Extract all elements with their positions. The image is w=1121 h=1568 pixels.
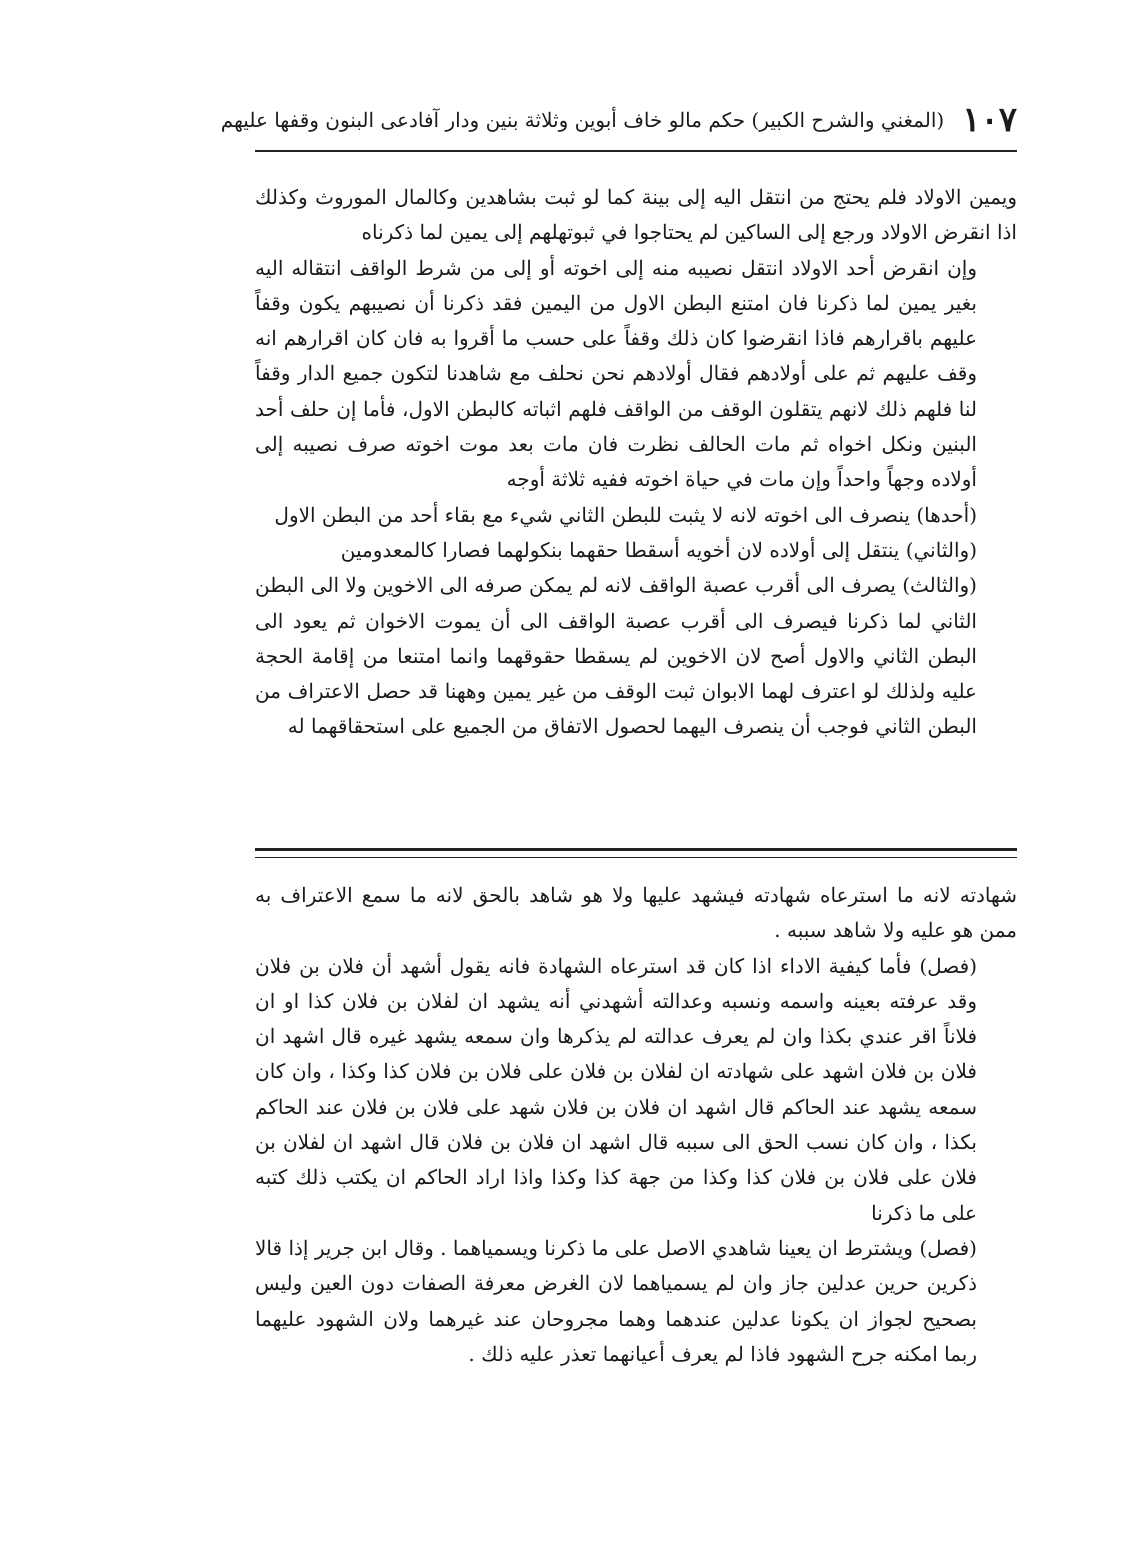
- main-paragraph: (أحدها) ينصرف الى اخوته لانه لا يثبت للبطن الثاني شيء مع بقاء أحد من البطن الاول: [274, 502, 977, 527]
- main-paragraph: وإن انقرض أحد الاولاد انتقل نصيبه منه إلى اخوته أو إلى من شرط الواقف انتقاله اليه بغير يمين لما ذكرنا فان امتنع البطن الاول من اليمين فقد ذكرنا أن نصيبهم يكون وقفاً عليهم باقرارهم فاذا انقرضوا كان ذلك وقفاً على حسب ما أقروا به فان كان اقرارهم انه وقف عليهم ثم على أولادهم فقال أولادهم نحن نحلف مع شاهدنا لتكون جميع الدار وقفاً لنا فلهم ذلك لانهم يتقلون الوقف من الواقف فلهم اثباته كالبطن الاول، فأما إن حلف أحد البنين ونكل اخواه ثم مات الحالف نظرت فان مات بعد موت اخوته صرف نصيبه إلى أولاده وجهاً واحداً وإن مات في حياة اخوته ففيه ثلاثة أوجه: [255, 255, 977, 492]
- header-rule: [255, 150, 1017, 152]
- page-number: ١٠٧: [962, 100, 1017, 140]
- main-paragraph: (والثالث) يصرف الى أقرب عصبة الواقف لانه لم يمكن صرفه الى الاخوين ولا الى البطن الثاني لما ذكرنا فيصرف الى أقرب عصبة الواقف الى أن يموت الاخوان ثم يعود الى البطن الثاني والاول أصح لان الاخوين لم يسقطا حقوقهما وانما امتنعا من إقامة الحجة عليه ولذلك لو اعترف لهما الابوان ثبت الوقف من غير يمين وههنا قد حصل الاعتراف من البطن الثاني فوجب أن ينصرف اليهما لحصول الاتفاق من الجميع على استحقاقهما له: [255, 573, 977, 739]
- commentary-text: [255, 878, 1017, 1372]
- page-header: [220, 96, 1017, 144]
- section-divider: [255, 848, 1017, 858]
- commentary-paragraph: (فصل) ويشترط ان يعينا شاهدي الاصل على ما ذكرنا ويسمياهما . وقال ابن جرير إذا قالا ذكرين حرين عدلين جاز وان لم يسمياهما لان الغرض معرفة الصفات دون العين وليس بصحيح لجواز ان يكونا عدلين عندهما وهما مجروحان عند غيرهما ولان الشهود عليهما ربما امكنه جرح الشهود فاذا لم يعرف أعيانهما تعذر عليه ذلك .: [255, 1235, 978, 1366]
- main-paragraph: (والثاني) ينتقل إلى أولاده لان أخويه أسقطا حقهما بنكولهما فصارا كالمعدومين: [340, 537, 977, 562]
- running-title: (المغني والشرح الكبير) حكم مالو خاف أبوين وثلاثة بنين ودار آفادعى البنون وقفها عليهم: [220, 108, 945, 132]
- commentary-paragraph: شهادته لانه ما استرعاه شهادته فيشهد عليها ولا هو شاهد بالحق لانه ما سمع الاعتراف به ممن هو عليه ولا شاهد سببه .: [255, 883, 1017, 943]
- main-paragraph: ويمين الاولاد فلم يحتج من انتقل اليه إلى بينة كما لو ثبت بشاهدين وكالمال الموروث وكذلك اذا انقرض الاولاد ورجع إلى الساكين لم يحتاجوا في ثبوتهلهم إلى يمين لما ذكرناه: [255, 185, 1017, 245]
- commentary-paragraph: (فصل) فأما كيفية الاداء اذا كان قد استرعاه الشهادة فانه يقول أشهد أن فلان بن فلان وقد عرفته بعينه واسمه ونسبه وعدالته أشهدني أنه يشهد ان لفلان بن فلان كذا او ان فلاناً اقر عندي بكذا وان لم يعرف عدالته لم يذكرها وان سمعه يشهد غيره قال اشهد ان فلان بن فلان اشهد على شهادته ان لفلان بن فلان على فلان بن فلان كذا وكذا ، وان كان سمعه يشهد عند الحاكم قال اشهد ان فلان بن فلان شهد على فلان بن فلان عند الحاكم بكذا ، وان كان نسب الحق الى سببه قال اشهد ان فلان بن فلان قال اشهد ان لفلان بن فلان على فلان بن فلان كذا وكذا من جهة كذا وكذا واذا اراد الحاكم ان يكتب ذلك كتبه على ما ذكرنا: [255, 953, 977, 1225]
- main-text: [255, 180, 1017, 745]
